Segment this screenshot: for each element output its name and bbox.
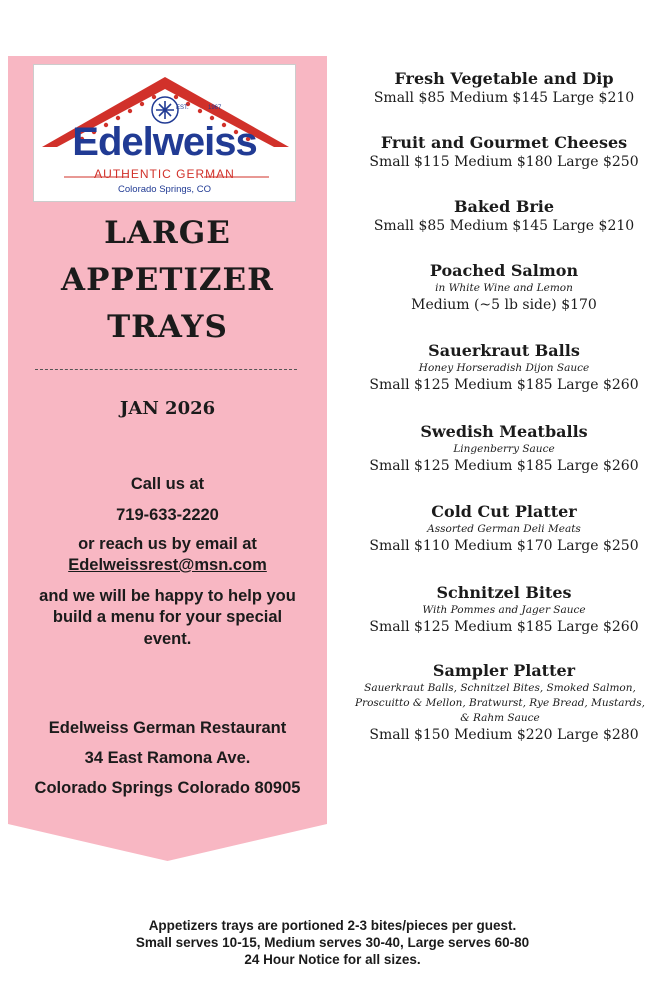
menu-item	[345, 261, 663, 315]
footer-notes	[0, 917, 665, 968]
menu-item-price: Small $125 Medium $185 Large $260	[369, 458, 639, 474]
menu-item	[345, 661, 663, 745]
menu-item	[345, 341, 663, 395]
menu-item-name: Baked Brie	[453, 197, 555, 216]
menu-item-price: Small $150 Medium $220 Large $280	[369, 727, 639, 743]
menu-item-name: Fruit and Gourmet Cheeses	[380, 133, 628, 152]
footer-line-2: Small serves 10-15, Medium serves 30-40, Large serves 60-80	[135, 935, 530, 950]
restaurant-address: 34 East Ramona Ave.	[84, 749, 251, 767]
menu-item-name: Cold Cut Platter	[431, 502, 577, 521]
help-text-line-2: build a menu for your special	[52, 608, 283, 626]
help-text-line-3: event.	[143, 630, 192, 648]
page-title	[8, 210, 327, 351]
menu-item-name: Poached Salmon	[429, 261, 579, 280]
menu-item-description: Honey Horseradish Dijon Sauce	[418, 362, 590, 374]
menu-item-price: Small $110 Medium $170 Large $250	[369, 538, 639, 554]
phone-number[interactable]: 719-633-2220	[116, 506, 219, 524]
menu-item-price: Small $85 Medium $145 Large $210	[373, 90, 635, 106]
restaurant-city: Colorado Springs Colorado 80905	[34, 779, 301, 797]
restaurant-name: Edelweiss German Restaurant	[48, 719, 287, 737]
menu-item-name: Fresh Vegetable and Dip	[394, 69, 614, 88]
logo-year: 1967	[208, 105, 222, 111]
menu-item	[345, 197, 663, 236]
footer-line-3: 24 Hour Notice for all sizes.	[244, 952, 421, 967]
menu-item-price: Small $125 Medium $185 Large $260	[369, 619, 639, 635]
menu-item-description: Lingenberry Sauce	[453, 443, 555, 455]
menu-item-price: Small $125 Medium $185 Large $260	[369, 377, 639, 393]
logo-name: Edelweiss	[72, 120, 257, 164]
call-label: Call us at	[130, 475, 205, 493]
menu-item-price: Small $115 Medium $180 Large $250	[369, 154, 639, 170]
menu-item	[345, 583, 663, 637]
email-link[interactable]: Edelweissrest@msn.com	[68, 556, 267, 574]
menu-item	[345, 69, 663, 108]
menu-item-description: Sauerkraut Balls, Schnitzel Bites, Smoked Salmon, Proscuitto & Mellon, Bratwurst, Rye Bread, Mustards, & Rahm Sauce	[355, 682, 645, 724]
menu-item-description: in White Wine and Lemon	[435, 282, 573, 294]
footer-line-1: Appetizers trays are portioned 2-3 bites/pieces per guest.	[148, 918, 517, 933]
title-line-2: APPETIZER	[61, 262, 274, 298]
menu-item	[345, 502, 663, 556]
menu-item-name: Schnitzel Bites	[436, 583, 572, 602]
restaurant-logo	[33, 64, 296, 202]
title-line-1: LARGE	[104, 215, 231, 251]
menu-item-name: Swedish Meatballs	[420, 422, 588, 441]
logo-subtitle: AUTHENTIC GERMAN	[94, 167, 235, 181]
menu-item-description: Assorted German Deli Meats	[427, 523, 581, 535]
menu-item-price: Medium (~5 lb side) $170	[411, 297, 597, 313]
dashed-divider	[35, 369, 297, 370]
logo-est: EST.	[176, 105, 189, 111]
menu-item	[345, 133, 663, 172]
menu-item-name: Sauerkraut Balls	[428, 341, 580, 360]
menu-item	[345, 422, 663, 476]
logo-city: Colorado Springs, CO	[118, 184, 211, 195]
menu-item-description: With Pommes and Jager Sauce	[422, 604, 586, 616]
email-label: or reach us by email at	[78, 535, 257, 553]
help-text-line-1: and we will be happy to help you	[39, 587, 296, 605]
menu-item-name: Sampler Platter	[432, 661, 576, 680]
title-line-3: TRAYS	[107, 309, 228, 345]
menu-date: JAN 2026	[119, 398, 216, 419]
menu-item-price: Small $85 Medium $145 Large $210	[373, 218, 635, 234]
